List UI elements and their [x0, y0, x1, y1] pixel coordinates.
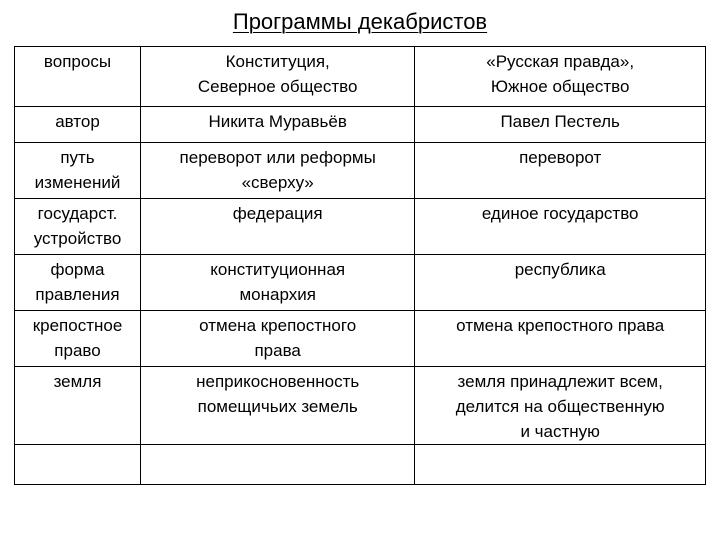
- south-text: единое государство: [481, 204, 639, 223]
- north-cell: [141, 143, 415, 199]
- south-cell: [415, 199, 706, 255]
- page-title: [0, 8, 720, 36]
- question-text-line-2: изменений: [34, 173, 121, 192]
- question-text-line-1: путь: [60, 148, 95, 167]
- north-text: Никита Муравьёв: [208, 112, 347, 131]
- header-cell-south: [415, 47, 706, 107]
- north-cell: [141, 199, 415, 255]
- question-text-line-2: право: [54, 341, 101, 360]
- header-south-line-1: «Русская правда»,: [486, 52, 635, 71]
- south-cell: [415, 107, 706, 143]
- table-row-state-structure: [15, 199, 706, 255]
- question-text-line-1: крепостное: [32, 316, 123, 335]
- north-cell: [141, 311, 415, 367]
- south-cell: [415, 255, 706, 311]
- south-text: отмена крепостного права: [456, 316, 665, 335]
- question-text-line-1: форма: [50, 260, 105, 279]
- north-text-line-2: «сверху»: [241, 173, 314, 192]
- page-title-text: Программы декабристов: [232, 9, 488, 34]
- north-text-line-1: конституционная: [210, 260, 346, 279]
- south-text-line-3: и частную: [520, 422, 600, 441]
- north-cell: [141, 255, 415, 311]
- south-cell: [415, 143, 706, 199]
- south-cell: [415, 367, 706, 445]
- table-row-author: [15, 107, 706, 143]
- question-text-line-1: государст.: [37, 204, 118, 223]
- south-text: республика: [514, 260, 606, 279]
- table-row-serfdom: [15, 311, 706, 367]
- north-text-line-1: переворот или реформы: [179, 148, 376, 167]
- table-row-path-of-change: [15, 143, 706, 199]
- question-text: автор: [55, 112, 100, 131]
- north-text-line-2: помещичьих земель: [197, 397, 358, 416]
- question-cell: [15, 199, 141, 255]
- north-text-line-1: неприкосновенность: [196, 372, 360, 391]
- question-cell: [15, 143, 141, 199]
- south-text-line-2: делится на общественную: [455, 397, 665, 416]
- question-text-line-2: устройство: [33, 229, 122, 248]
- question-text-line-2: правления: [35, 285, 120, 304]
- question-cell: [15, 107, 141, 143]
- table-row-form-of-government: [15, 255, 706, 311]
- table-row-land: [15, 367, 706, 445]
- header-south-line-2: Южное общество: [490, 77, 630, 96]
- question-cell: [15, 367, 141, 445]
- table-row-empty: [15, 445, 706, 485]
- north-text-line-2: монархия: [239, 285, 316, 304]
- north-cell: [141, 107, 415, 143]
- empty-cell: [415, 445, 706, 485]
- south-text: Павел Пестель: [500, 112, 620, 131]
- header-cell-north: [141, 47, 415, 107]
- decembrists-programs-table: [14, 46, 706, 485]
- empty-cell: [141, 445, 415, 485]
- empty-cell: [15, 445, 141, 485]
- header-north-line-2: Северное общество: [197, 77, 358, 96]
- header-cell-questions: [15, 47, 141, 107]
- header-north-line-1: Конституция,: [225, 52, 330, 71]
- question-text: земля: [53, 372, 102, 391]
- question-cell: [15, 255, 141, 311]
- south-text-line-1: земля принадлежит всем,: [457, 372, 663, 391]
- table-header-row: [15, 47, 706, 107]
- south-text: переворот: [519, 148, 602, 167]
- north-text-line-2: права: [254, 341, 301, 360]
- north-text-line-1: отмена крепостного: [199, 316, 357, 335]
- question-cell: [15, 311, 141, 367]
- north-cell: [141, 367, 415, 445]
- header-questions-label: вопросы: [43, 52, 112, 71]
- north-text: федерация: [232, 204, 323, 223]
- south-cell: [415, 311, 706, 367]
